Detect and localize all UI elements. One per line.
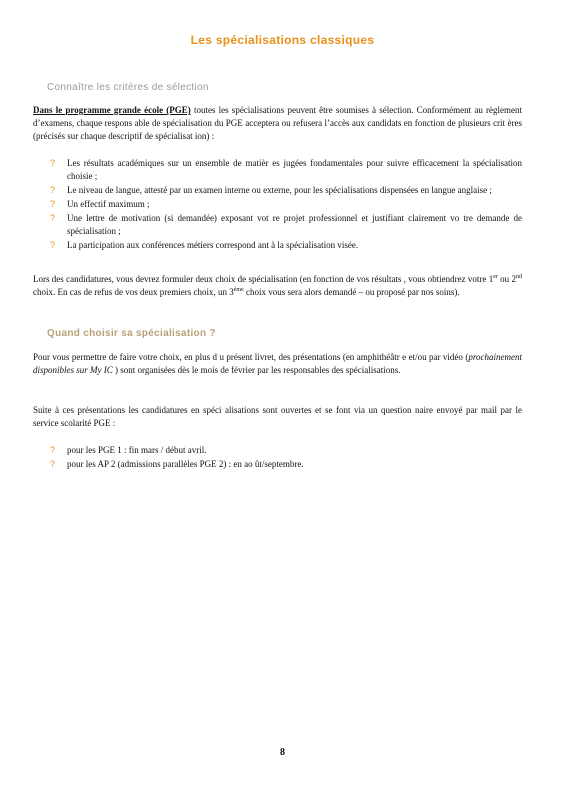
bullet-icon: ?	[50, 240, 56, 250]
applications-paragraph: Suite à ces présentations les candidatures en spéci alisations sont ouvertes et se font via un question naire envoyé par mail par le service scolarité PGE :	[33, 405, 522, 428]
bullet-icon: ?	[50, 185, 56, 195]
bullet-icon: ?	[50, 158, 56, 168]
list-item: ? pour les AP 2 (admissions parallèles PGE 2) : en ao ût/septembre.	[50, 459, 304, 469]
my-ic-note: prochainement disponibles sur My IC	[33, 352, 522, 375]
page-number: 8	[280, 747, 285, 758]
criteria-list	[50, 157, 522, 253]
list-item: ? Les résultats académiques sur un ensemble de matièr es jugées fondamentales pour suivre efficacement la spécialisation choisie ;	[50, 158, 522, 181]
dates-list	[50, 444, 522, 472]
list-item: ? La participation aux conférences métiers correspond ant à la spécialisation visée.	[50, 240, 359, 250]
list-item: ? pour les PGE 1 : fin mars / début avril.	[50, 445, 207, 455]
presentations-paragraph: Pour vous permettre de faire votre choix, en plus d u présent livret, des présentations (en amphithéâtr e et/ou par vidéo (prochainement disponibles sur My IC ) sont organisées dès le mois de février par les responsables des spécialisations.	[33, 352, 522, 375]
bullet-icon: ?	[50, 445, 56, 455]
list-item: ? Une lettre de motivation (si demandée) exposant vot re projet professionnel et justifiant clairement vo tre demande de spécialisation ;	[50, 213, 522, 236]
page-title: Les spécialisations classiques	[190, 33, 375, 47]
intro-lead: Dans le programme grande école (PGE)	[33, 105, 191, 115]
list-item: ? Le niveau de langue, attesté par un examen interne ou externe, pour les spécialisations dispensées en langue anglaise ;	[50, 185, 492, 195]
section-heading-criteria: Connaître les critères de sélection	[47, 82, 209, 93]
choice-paragraph: Lors des candidatures, vous devrez formuler deux choix de spécialisation (en fonction de vos résultats , vous obtiendrez votre 1er ou 2nd choix. En cas de refus de vos deux premiers choix, un 3ème choix vous sera alors demandé – ou proposé par nos soins).	[33, 274, 522, 297]
bullet-icon: ?	[50, 199, 56, 209]
intro-paragraph	[33, 104, 522, 143]
bullet-icon: ?	[50, 213, 56, 223]
intro-text: toutes les spécialisations peuvent être soumises à sélection. Conformément au règlement d’examens, chaque respons able de spécialisation du PGE acceptera ou refusera l’accès aux candidats en fonction de plusieurs crit ères (précisés sur chaque descriptif de spécialisat ion) :	[33, 105, 522, 141]
list-item: ? Un effectif maximum ;	[50, 199, 150, 209]
bullet-icon: ?	[50, 459, 56, 469]
section-heading-timing: Quand choisir sa spécialisation ?	[47, 328, 216, 339]
